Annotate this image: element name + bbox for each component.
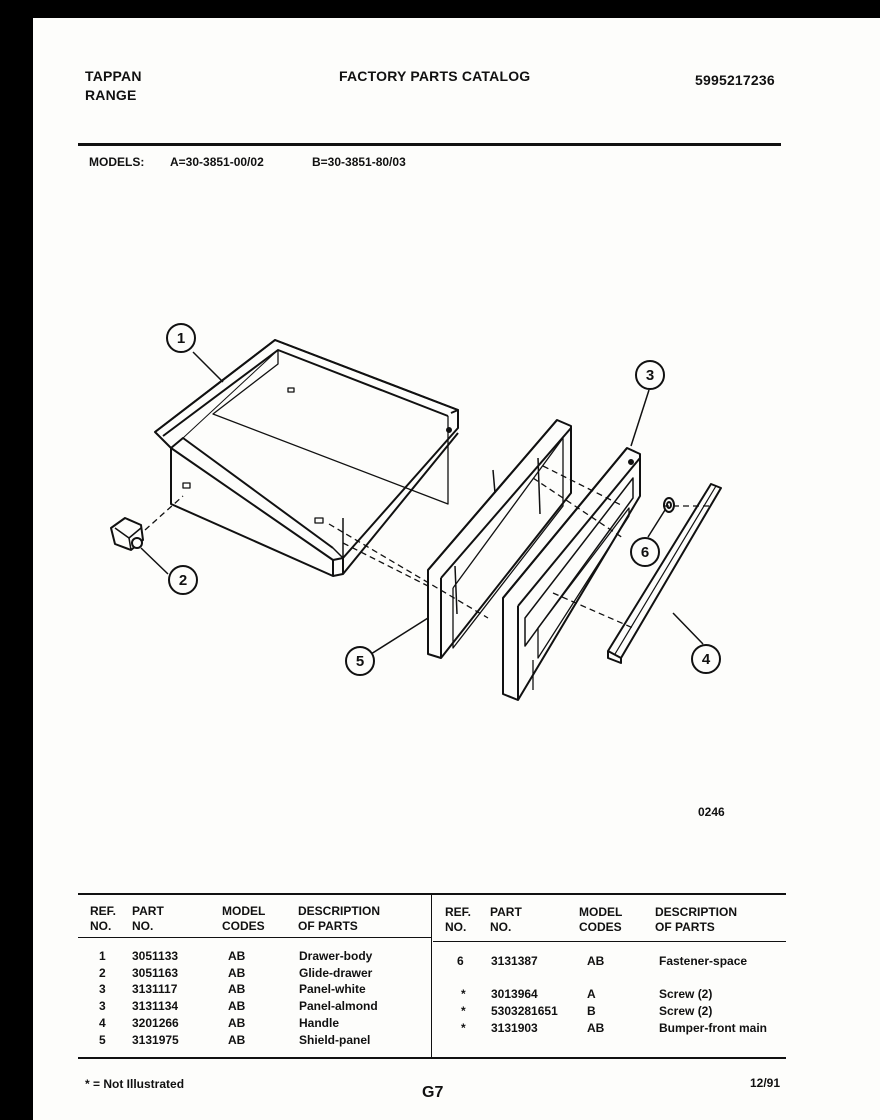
part-description: Screw (2) [659, 1004, 713, 1018]
callout-3: 3 [645, 367, 655, 384]
brand-line-2: RANGE [85, 87, 137, 103]
catalog-number: 5995217236 [695, 72, 775, 88]
drawing-number: 0246 [698, 805, 725, 819]
model-codes: AB [228, 1033, 246, 1047]
col-model-header-1-right: MODEL [579, 905, 623, 919]
brand-line-1: TAPPAN [85, 68, 142, 84]
part-no: 3131903 [491, 1021, 538, 1035]
part-no: 3051133 [132, 949, 179, 963]
table-bottom-rule [78, 1057, 786, 1059]
part-no: 3131117 [132, 982, 178, 996]
model-codes: AB [228, 949, 246, 963]
ref-no: 6 [457, 954, 464, 968]
model-b: B=30-3851-80/03 [312, 155, 406, 169]
ref-no: * [461, 987, 466, 1001]
ref-no: 5 [99, 1033, 106, 1047]
col-desc-header-2: OF PARTS [298, 919, 358, 933]
ref-no: 3 [99, 982, 106, 996]
ref-no: 3 [99, 999, 106, 1013]
col-ref-header-1-right: REF. [445, 905, 472, 919]
ref-no: 1 [99, 949, 106, 963]
col-model-header-2-right: CODES [579, 920, 622, 934]
col-ref-header-2-right: NO. [445, 920, 467, 934]
page-number: G7 [422, 1084, 444, 1101]
model-codes: B [587, 1004, 596, 1018]
catalog-title: FACTORY PARTS CATALOG [339, 68, 531, 84]
part-no: 5303281651 [491, 1004, 558, 1018]
catalog-sheet [33, 18, 880, 1120]
ref-no: 2 [99, 966, 106, 980]
model-codes: A [587, 987, 596, 1001]
model-codes: AB [228, 1016, 246, 1030]
model-a: A=30-3851-00/02 [170, 155, 264, 169]
glide-drawer-illustration [111, 518, 143, 550]
part-description: Handle [299, 1016, 340, 1030]
part-no: 3013964 [491, 987, 538, 1001]
callout-5: 5 [355, 653, 365, 670]
col-desc-header-2-right: OF PARTS [655, 920, 715, 934]
ref-no: 4 [99, 1016, 106, 1030]
ref-no: * [461, 1021, 466, 1035]
right-header-rule [433, 941, 786, 942]
model-codes: AB [587, 1021, 605, 1035]
revision-date: 12/91 [750, 1076, 781, 1090]
col-model-header-1: MODEL [222, 904, 266, 918]
part-no: 3131134 [132, 999, 179, 1013]
callout-2: 2 [178, 572, 188, 589]
left-header-rule [78, 937, 431, 938]
col-desc-header-1-right: DESCRIPTION [655, 905, 738, 919]
models-label: MODELS: [89, 155, 145, 169]
col-part-header-1-right: PART [490, 905, 522, 919]
col-part-header-1: PART [132, 904, 164, 918]
model-codes: AB [228, 982, 246, 996]
not-illustrated-note: * = Not Illustrated [85, 1077, 185, 1091]
col-ref-header-1: REF. [90, 904, 117, 918]
part-description: Panel-white [299, 982, 366, 996]
part-no: 3051163 [132, 966, 179, 980]
part-no: 3131387 [491, 954, 538, 968]
part-description: Drawer-body [299, 949, 373, 963]
callout-6: 6 [640, 544, 650, 561]
model-codes: AB [587, 954, 605, 968]
table-top-rule [78, 893, 786, 895]
col-desc-header-1: DESCRIPTION [298, 904, 381, 918]
drawer-body-illustration [155, 340, 458, 576]
part-description: Glide-drawer [299, 966, 373, 980]
fastener-illustration [664, 498, 674, 512]
col-part-header-2-right: NO. [490, 920, 512, 934]
callout-4: 4 [701, 651, 711, 668]
part-description: Panel-almond [299, 999, 378, 1013]
model-codes: AB [228, 999, 246, 1013]
part-no: 3131975 [132, 1033, 179, 1047]
callout-1: 1 [176, 330, 186, 347]
part-description: Shield-panel [299, 1033, 371, 1047]
part-no: 3201266 [132, 1016, 179, 1030]
table-divider [431, 895, 432, 1057]
part-description: Bumper-front main [659, 1021, 767, 1035]
model-codes: AB [228, 966, 246, 980]
col-model-header-2: CODES [222, 919, 265, 933]
part-description: Fastener-space [659, 954, 748, 968]
ref-no: * [461, 1004, 466, 1018]
part-description: Screw (2) [659, 987, 713, 1001]
col-part-header-2: NO. [132, 919, 154, 933]
col-ref-header-2: NO. [90, 919, 112, 933]
